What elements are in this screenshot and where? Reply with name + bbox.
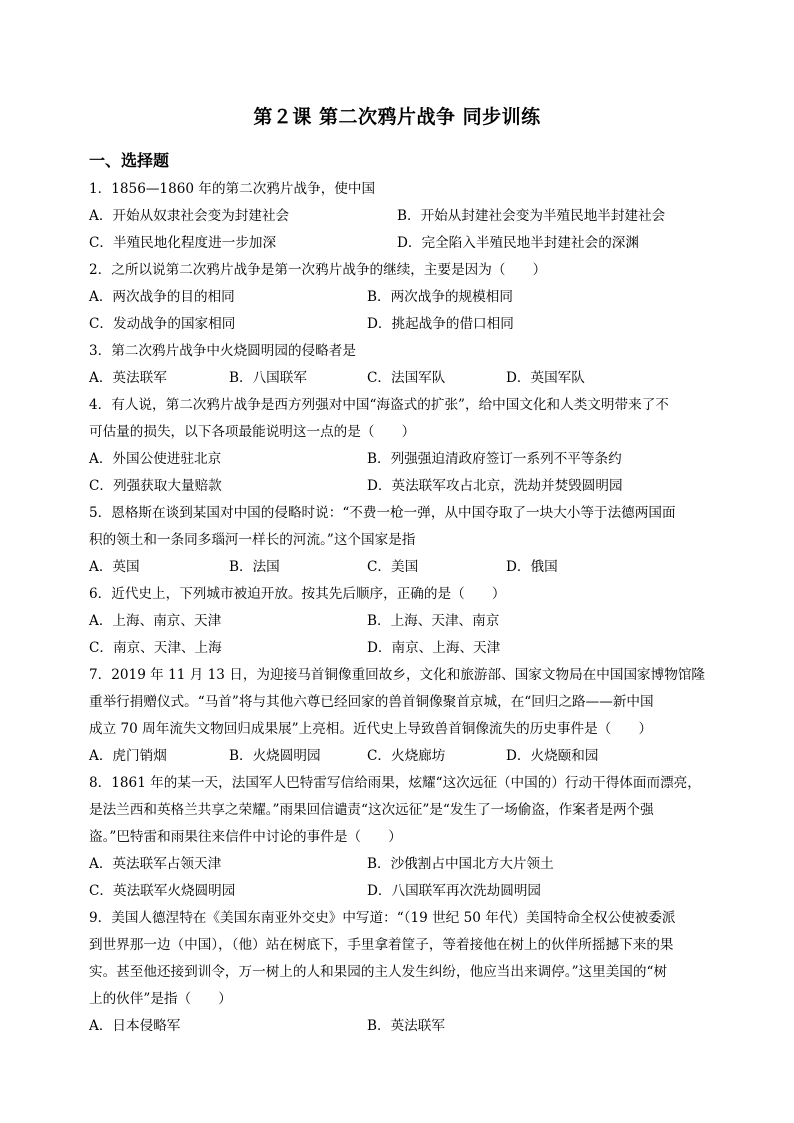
option-a[interactable]: A．日本侵略军 bbox=[89, 1018, 181, 1034]
option-b[interactable]: B．上海、天津、南京 bbox=[367, 613, 500, 629]
option-row bbox=[89, 743, 709, 770]
question-stem-line: 4．有人说，第二次鸦片战争是西方列强对中国“海盗式的扩张”，给中国文化和人类文明带来了不 bbox=[89, 397, 669, 413]
question-7 bbox=[89, 662, 709, 770]
option-row bbox=[89, 608, 709, 635]
question-stem-line: 5．恩格斯在谈到某国对中国的侵略时说：“不费一枪一弹，从中国夺取了一块大小等于法德两国面 bbox=[89, 505, 676, 521]
question-stem-line: 盗。”巴特雷和雨果往来信件中讨论的事件是（ ） bbox=[89, 829, 402, 845]
option-b[interactable]: B．八国联军 bbox=[229, 370, 307, 386]
question-stem-line: 成立 70 周年流失文物回归成果展”上亮相。近代史上导致兽首铜像流失的历史事件是（ ） bbox=[89, 721, 653, 737]
option-row bbox=[89, 878, 709, 905]
question-1 bbox=[89, 176, 709, 257]
option-c[interactable]: C．火烧廊坊 bbox=[367, 748, 446, 764]
option-row bbox=[89, 851, 709, 878]
question-stem-line: 重举行捐赠仪式。“马首”将与其他六尊已经回家的兽首铜像聚首京城，在“回归之路——新中国 bbox=[89, 694, 654, 710]
option-a[interactable]: A．开始从奴隶社会变为封建社会 bbox=[89, 208, 290, 224]
question-stem: 6．近代史上，下列城市被迫开放。按其先后顺序，正确的是（ ） bbox=[89, 586, 506, 602]
option-row bbox=[89, 635, 709, 662]
option-c[interactable]: C．法国军队 bbox=[367, 370, 446, 386]
question-stem-line: 到世界那一边（中国），（他）站在树底下，手里拿着筐子，等着接他在树上的伙伴所摇撼下来的果 bbox=[89, 937, 674, 953]
option-c[interactable]: C．列强获取大量赔款 bbox=[89, 478, 222, 494]
option-d[interactable]: D．八国联军再次洗劫圆明园 bbox=[367, 883, 542, 899]
question-4 bbox=[89, 392, 709, 500]
option-a[interactable]: A．外国公使进驻北京 bbox=[89, 451, 222, 467]
question-stem: 2．之所以说第二次鸦片战争是第一次鸦片战争的继续，主要是因为（ ） bbox=[89, 262, 547, 278]
option-d[interactable]: D．南京、上海、天津 bbox=[367, 640, 501, 656]
option-a[interactable]: A．英法联军占领天津 bbox=[89, 856, 222, 872]
question-2 bbox=[89, 257, 709, 338]
question-stem-line: 积的领土和一条同多瑙河一样长的河流。”这个国家是指 bbox=[89, 532, 416, 548]
option-row bbox=[89, 311, 709, 338]
option-d[interactable]: D．英法联军攻占北京，洗劫并焚毁圆明园 bbox=[367, 478, 623, 494]
option-row bbox=[89, 446, 709, 473]
option-b[interactable]: B．英法联军 bbox=[367, 1018, 445, 1034]
option-a[interactable]: A．虎门销烟 bbox=[89, 748, 167, 764]
option-c[interactable]: C．英法联军火烧圆明园 bbox=[89, 883, 236, 899]
option-row bbox=[89, 284, 709, 311]
option-row bbox=[89, 554, 709, 581]
option-row bbox=[89, 1013, 709, 1040]
section-heading: 一、选择题 bbox=[89, 151, 170, 170]
option-row bbox=[89, 230, 709, 257]
option-a[interactable]: A．英国 bbox=[89, 559, 140, 575]
option-b[interactable]: B．法国 bbox=[229, 559, 280, 575]
option-b[interactable]: B．开始从封建社会变为半殖民地半封建社会 bbox=[397, 208, 666, 224]
option-c[interactable]: C．美国 bbox=[367, 559, 419, 575]
option-row bbox=[89, 473, 709, 500]
option-a[interactable]: A．上海、南京、天津 bbox=[89, 613, 222, 629]
question-8 bbox=[89, 770, 709, 905]
question-stem: 3．第二次鸦片战争中火烧圆明园的侵略者是 bbox=[89, 343, 356, 359]
question-stem-line: 实。甚至他还接到训令，万一树上的人和果园的主人发生纠纷，他应当出来调停。”这里美国的“树 bbox=[89, 964, 668, 980]
question-3 bbox=[89, 338, 709, 392]
question-stem-line: 9．美国人德涅特在《美国东南亚外交史》中写道：“（19 世纪 50 年代）美国特命全权公使被委派 bbox=[89, 910, 676, 926]
option-c[interactable]: C．南京、天津、上海 bbox=[89, 640, 222, 656]
option-a[interactable]: A．两次战争的目的相同 bbox=[89, 289, 235, 305]
question-stem-line: 是法兰西和英格兰共享之荣耀。”雨果回信谴责“这次远征”是“发生了一场偷盗，作案者是两个强 bbox=[89, 802, 654, 818]
option-b[interactable]: B．沙俄割占中国北方大片领土 bbox=[367, 856, 554, 872]
option-c[interactable]: C．发动战争的国家相同 bbox=[89, 316, 236, 332]
option-b[interactable]: B．两次战争的规模相同 bbox=[367, 289, 513, 305]
option-c[interactable]: C．半殖民地化程度进一步加深 bbox=[89, 235, 277, 251]
option-b[interactable]: B．火烧圆明园 bbox=[229, 748, 321, 764]
option-d[interactable]: D．英国军队 bbox=[506, 370, 585, 386]
document-title: 第２课 第二次鸦片战争 同步训练 bbox=[253, 106, 541, 128]
option-d[interactable]: D．挑起战争的借口相同 bbox=[367, 316, 514, 332]
question-stem-line: 7．2019 年 11 月 13 日，为迎接马首铜像重回故乡，文化和旅游部、国家文物局在中国国家博物馆隆 bbox=[89, 667, 706, 683]
option-d[interactable]: D．完全陷入半殖民地半封建社会的深渊 bbox=[397, 235, 639, 251]
question-5 bbox=[89, 500, 709, 581]
option-row bbox=[89, 203, 709, 230]
option-row bbox=[89, 365, 709, 392]
option-d[interactable]: D．俄国 bbox=[506, 559, 558, 575]
question-9 bbox=[89, 905, 709, 1040]
question-stem-line: 8．1861 年的某一天，法国军人巴特雷写信给雨果，炫耀“这次远征（中国的）行动干得体面而漂亮， bbox=[89, 775, 701, 791]
option-a[interactable]: A．英法联军 bbox=[89, 370, 167, 386]
question-6 bbox=[89, 581, 709, 662]
question-stem-line: 可估量的损失，以下各项最能说明这一点的是（ ） bbox=[89, 424, 416, 440]
option-d[interactable]: D．火烧颐和园 bbox=[506, 748, 599, 764]
question-stem-line: 上的伙伴”是指（ ） bbox=[89, 991, 232, 1007]
option-b[interactable]: B．列强强迫清政府签订一系列不平等条约 bbox=[367, 451, 622, 467]
question-stem: 1．1856—1860 年的第二次鸦片战争，使中国 bbox=[89, 181, 376, 197]
question-list bbox=[89, 176, 709, 1040]
